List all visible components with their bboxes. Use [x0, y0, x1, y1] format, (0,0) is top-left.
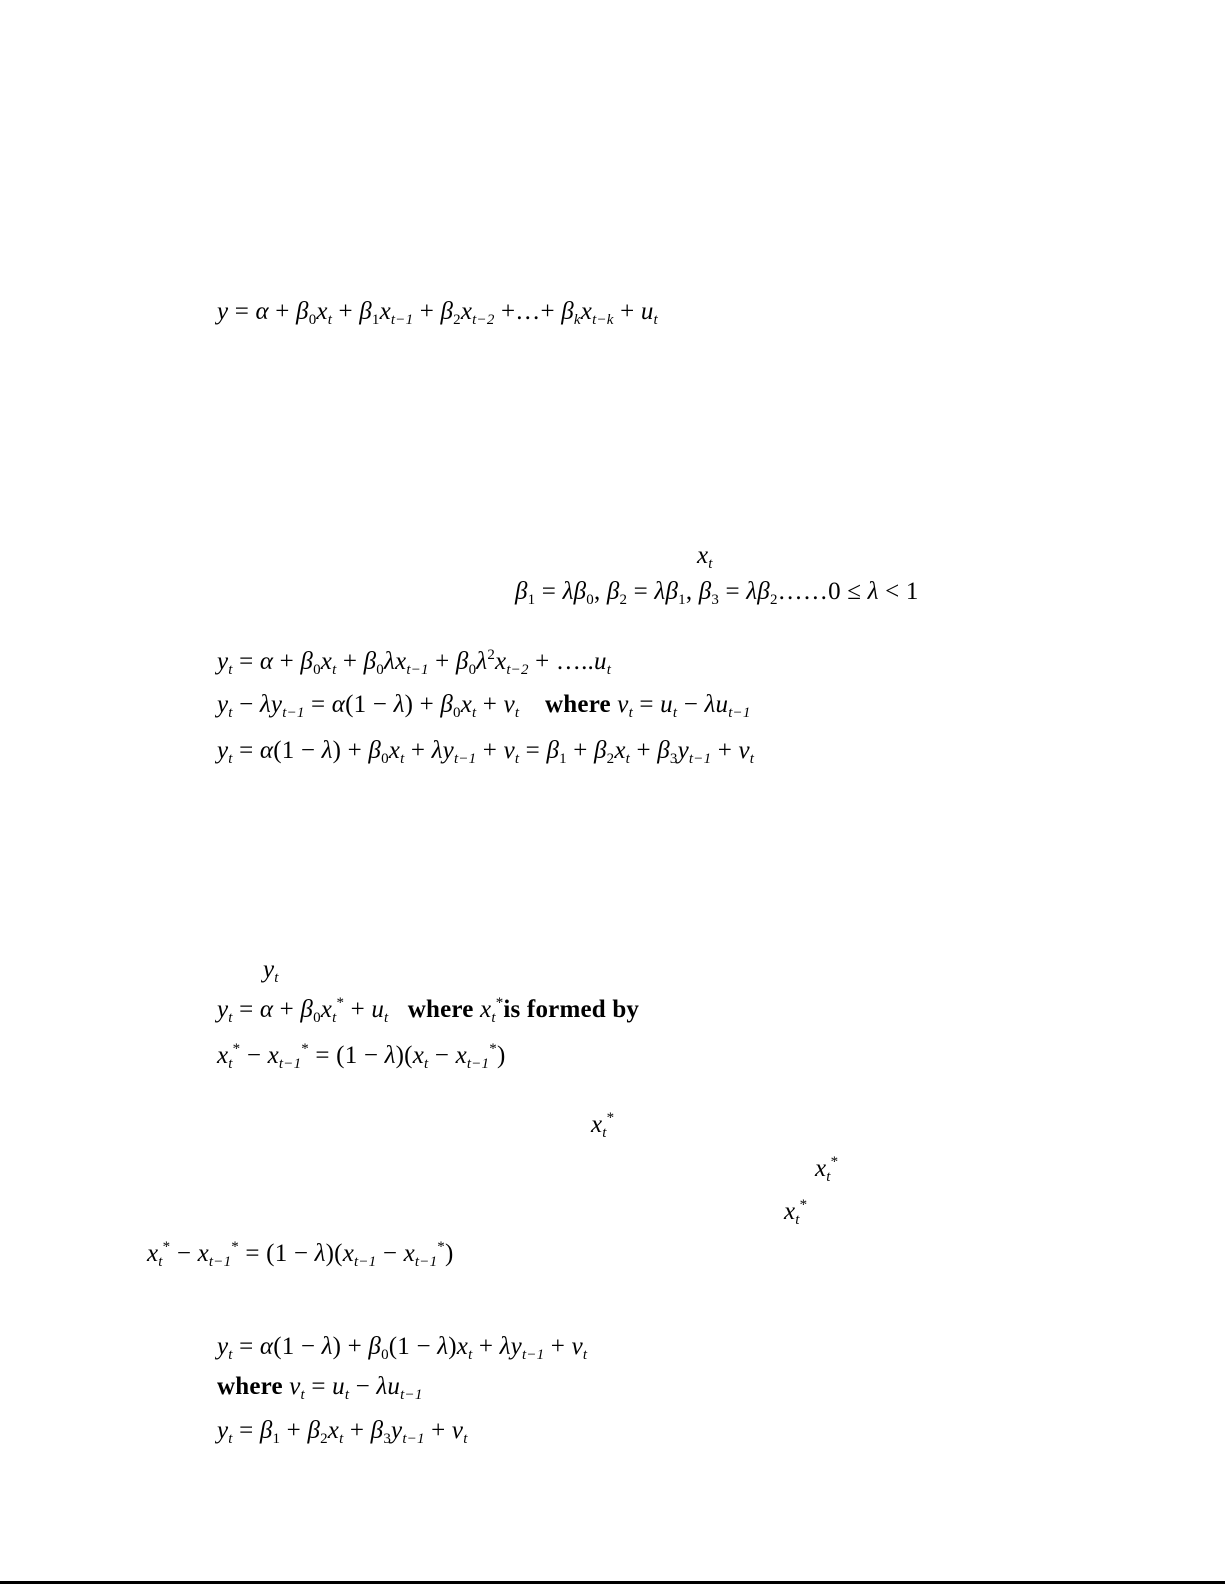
- is-formed-by-text: is formed by: [503, 996, 640, 1023]
- where-word: where: [217, 1373, 283, 1400]
- xt-star-label-3: $x_t^*$: [784, 1197, 808, 1228]
- xt-star-label-1: $x_t^*$: [591, 1110, 615, 1141]
- equation-koyck-line-3: $y_t = \alpha(1 - \lambda) + \beta_0x_t + \lambda y_{t-1} + v_t = \beta_1 + \beta_2x_t + \beta_3y_{t-1} + v_t$: [217, 737, 755, 767]
- equation-final-line-3: $y_t = \beta_1 + \beta_2x_t + \beta_3y_{t-1} + v_t$: [217, 1417, 468, 1447]
- yt-label: $y_t$: [263, 956, 279, 986]
- page-bottom-rule: [0, 1581, 1225, 1584]
- equation-koyck-line-1: $y_t = \alpha + \beta_0x_t + \beta_0\lambda x_{t-1} + \beta_0\lambda^2x_{t-2}$ + $\dots..u_t$: [217, 647, 612, 678]
- equation-adaptive-alt: $x_t^* - x_{t-1}^* = (1 - \lambda)(x_{t-1} - x_{t-1}^*)$: [147, 1239, 454, 1270]
- equation-koyck-line-2: $y_t - \lambda y_{t-1} = \alpha(1 - \lambda) + \beta_0x_t + v_t$ where $v_t = u_t - \lambda u_{t-1}$: [217, 691, 751, 721]
- where-word: where: [407, 996, 474, 1023]
- equation-koyck-restriction: $\beta_1 = \lambda\beta_0$, $\beta_2 = \lambda\beta_1$, $\beta_3$ = $\lambda\beta_2\dots\dots 0 \le \lambda < 1$: [515, 578, 919, 608]
- xt-label: $x_t$: [697, 542, 713, 572]
- equation-distributed-lag: $y = \alpha + \beta_0x_t + \beta_1x_{t-1} + \beta_2x_{t-2}$ +…+ $\beta_kx_{t-k} + u_t$: [217, 298, 658, 328]
- xt-star-label-2: $x_t^*$: [815, 1154, 839, 1185]
- equation-final-line-1: $y_t = \alpha(1 - \lambda) + \beta_0(1 - \lambda)x_t + \lambda y_{t-1} + v_t$: [217, 1333, 588, 1363]
- equation-final-line-2: where $v_t = u_t - \lambda u_{t-1}$: [217, 1373, 423, 1403]
- equation-adaptive-line-2: $x_t^* - x_{t-1}^* = (1 - \lambda)(x_t - x_{t-1}^*)$: [217, 1041, 506, 1072]
- where-word: where: [545, 691, 611, 718]
- equation-adaptive-line-1: $y_t = \alpha + \beta_0x_t^* + u_t$ where $x_t^*is$ formed by: [217, 995, 640, 1026]
